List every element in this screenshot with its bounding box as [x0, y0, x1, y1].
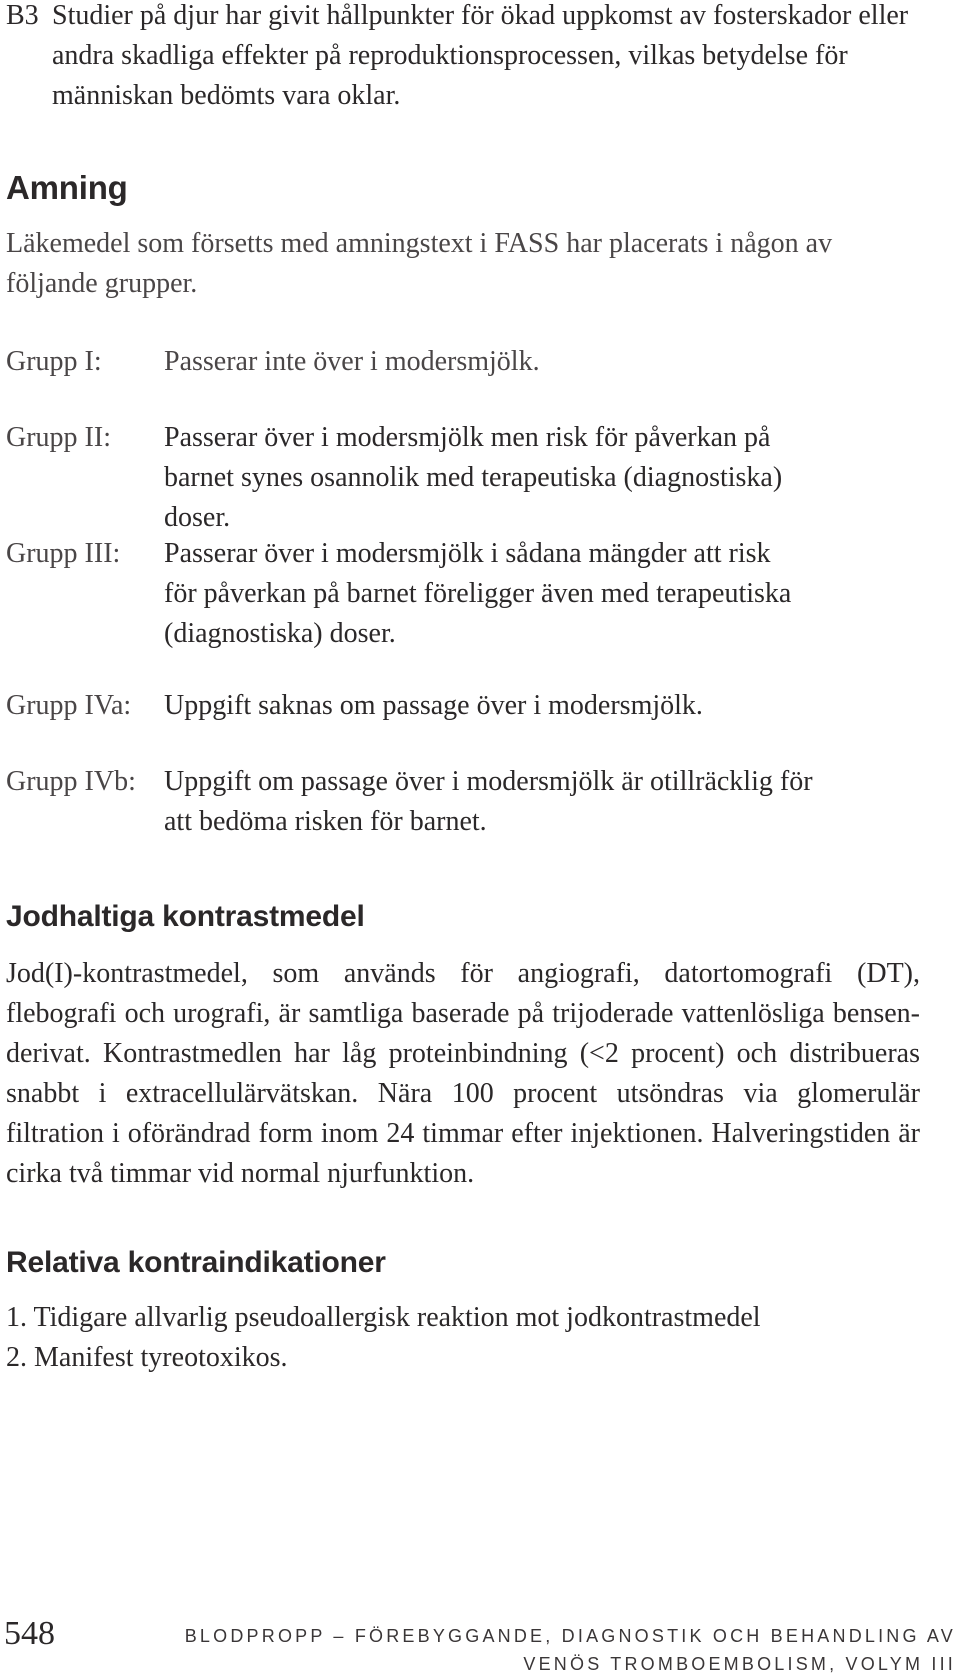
list-item: 2. Manifest tyreotoxikos. — [6, 1342, 288, 1373]
heading-relativa-kontraindikationer: Relativa kontraindikationer — [6, 1246, 386, 1279]
page-number: 548 — [4, 1615, 55, 1652]
group-4a-label: Grupp IVa: — [6, 690, 132, 721]
group-1-text: Passerar inte över i modersmjölk. — [164, 346, 540, 377]
b3-label: B3 — [6, 0, 39, 31]
running-footer-line-2: VENÖS TROMBOEMBOLISM, VOLYM III — [523, 1654, 956, 1674]
group-3-text: Passerar över i modersmjölk i sådana mängder att risk för påverkan på barnet föreligger även med terapeutiska (diagnostiska) doser. — [164, 538, 792, 649]
group-2-text: Passerar över i modersmjölk men risk för påverkan på barnet synes osannolik med terapeutiska (diagnostiska) doser. — [164, 422, 783, 533]
group-4a-text: Uppgift saknas om passage över i modersmjölk. — [164, 690, 703, 721]
heading-amning: Amning — [6, 169, 128, 206]
b3-text: Studier på djur har givit hållpunkter för ökad uppkomst av fosterskador eller andra skadliga effekter på reproduktionsprocessen, vilkas betydelse för människan bedömts vara oklar. — [52, 0, 909, 111]
list-item: 1. Tidigare allvarlig pseudoallergisk reaktion mot jodkontrastmedel — [6, 1302, 761, 1333]
group-2-label: Grupp II: — [6, 422, 111, 453]
group-4b-text: Uppgift om passage över i modersmjölk är otillräcklig för att bedöma risken för barnet. — [164, 766, 813, 837]
group-4b-label: Grupp IVb: — [6, 766, 136, 797]
jod-paragraph: Jod(I)-kontrastmedel, som används för angiografi, datortomografi (DT), flebografi och urografi, är samtliga baserade på trijoderade vattenlösliga bensenderivat. Kontrastmedlen har låg proteinbindning (<2 procent) och distribueras snabbt i extracellulärvätskan. Nära 100 procent utsöndras via glomerulär filtration i oförändrad form inom 24 timmar efter injektionen. Halveringstiden är cirka två timmar vid normal njurfunktion. — [6, 958, 920, 1189]
heading-jodhaltiga-kontrastmedel: Jodhaltiga kontrastmedel — [6, 900, 365, 933]
running-footer-line-1: BLODPROPP – FÖREBYGGANDE, DIAGNOSTIK OCH BEHANDLING AV — [184, 1626, 956, 1646]
group-1-label: Grupp I: — [6, 346, 102, 377]
group-3-label: Grupp III: — [6, 538, 121, 569]
amning-intro: Läkemedel som försetts med amningstext i FASS har placerats i någon av följande grupper. — [6, 228, 833, 299]
